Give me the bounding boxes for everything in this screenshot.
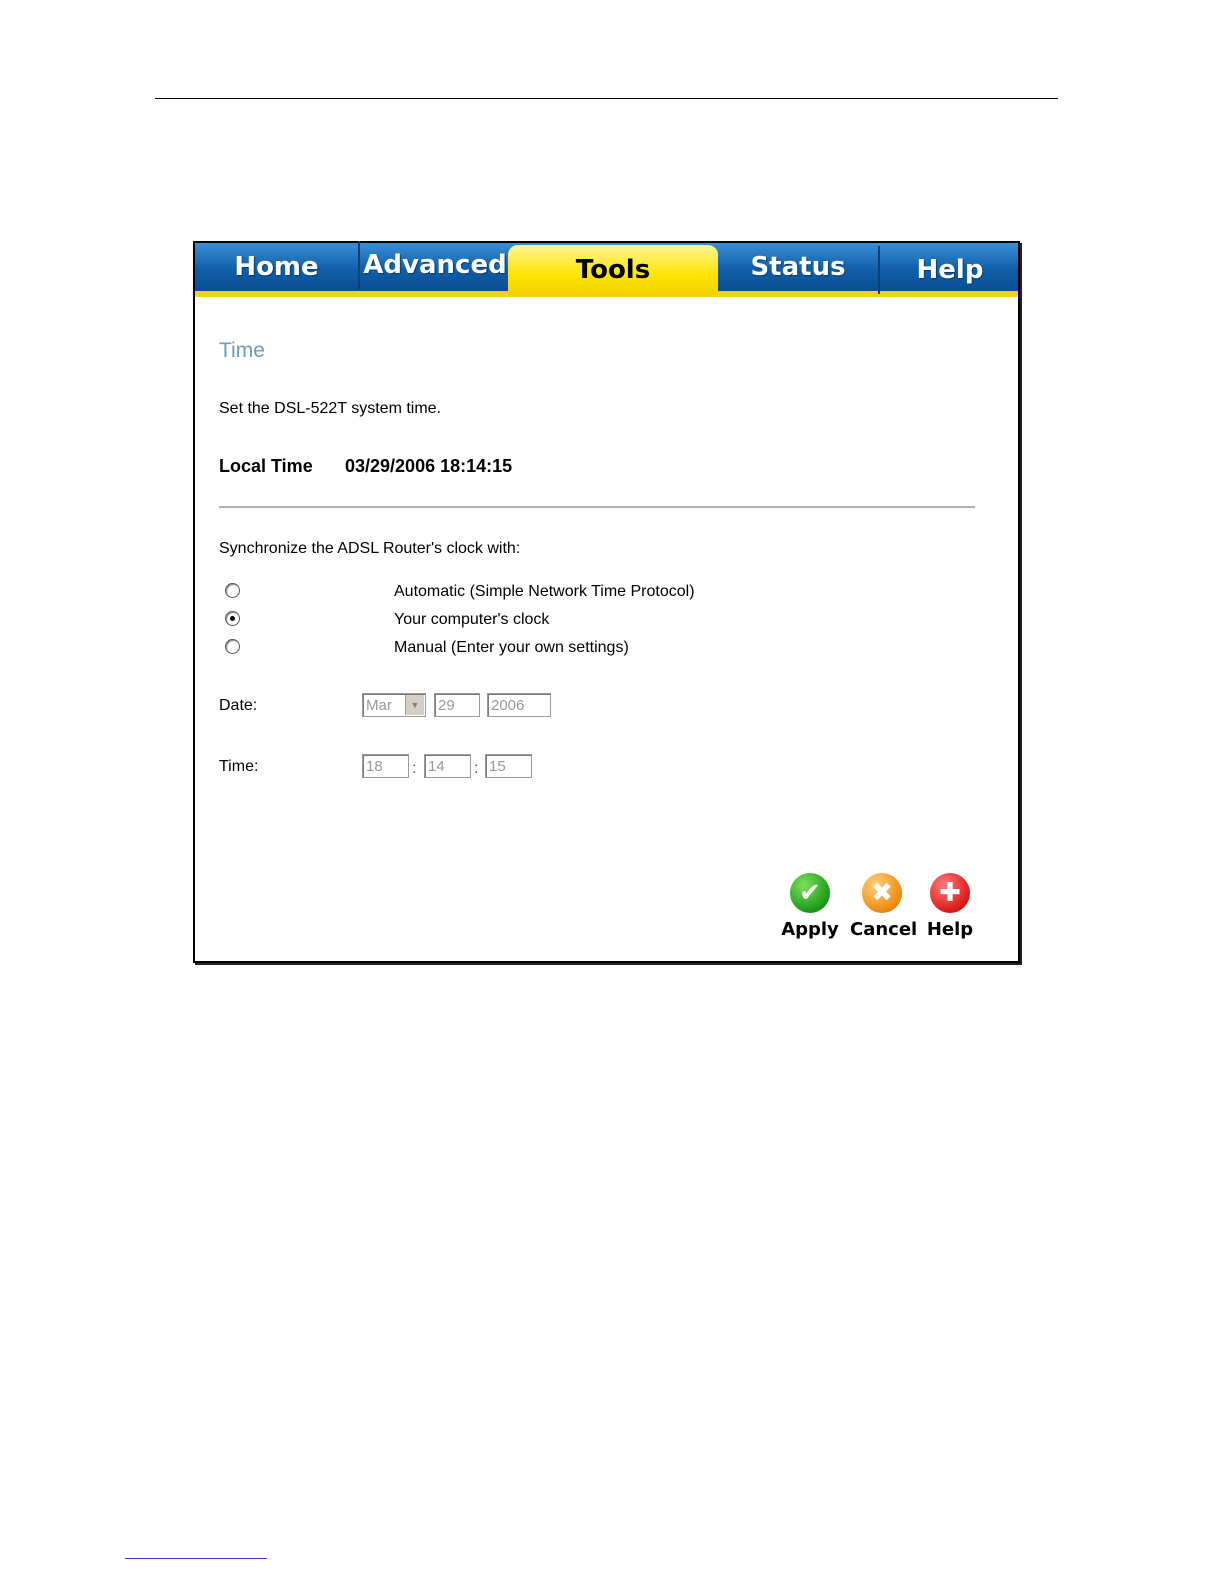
time-separator: :	[474, 760, 479, 777]
hour-input[interactable]: 18	[362, 754, 409, 778]
chevron-down-icon[interactable]: ▼	[405, 695, 424, 715]
help-label: Help	[926, 919, 974, 940]
page-description: Set the DSL-522T system time.	[219, 400, 442, 417]
page-header-rule	[155, 98, 1058, 99]
tab-tools[interactable]: Tools	[508, 245, 718, 295]
checkmark-icon: ✔	[790, 873, 830, 913]
page-footer-rule	[125, 1558, 267, 1559]
tab-advanced[interactable]: Advanced	[358, 241, 510, 289]
tab-help[interactable]: Help	[878, 246, 1020, 294]
tab-status[interactable]: Status	[750, 252, 846, 282]
minute-input[interactable]: 14	[424, 754, 471, 778]
radio-manual-label: Manual (Enter your own settings)	[394, 639, 629, 656]
help-button[interactable]	[925, 873, 975, 940]
radio-computer-clock[interactable]	[225, 611, 240, 626]
radio-automatic[interactable]	[225, 583, 240, 598]
sync-label: Synchronize the ADSL Router's clock with:	[219, 540, 521, 557]
date-label: Date:	[219, 697, 258, 714]
apply-label: Apply	[781, 919, 839, 940]
second-input[interactable]: 15	[485, 754, 532, 778]
time-label: Time:	[219, 758, 259, 775]
local-time-label: Local Time	[219, 456, 313, 476]
page-title: Time	[219, 339, 265, 362]
day-input[interactable]: 29	[434, 693, 480, 717]
radio-automatic-label: Automatic (Simple Network Time Protocol)	[394, 583, 695, 600]
time-separator: :	[412, 760, 417, 777]
router-config-window	[193, 241, 1020, 963]
cancel-label: Cancel	[850, 919, 918, 940]
year-input[interactable]: 2006	[487, 693, 551, 717]
radio-computer-clock-label: Your computer's clock	[394, 611, 550, 628]
month-select-value: Mar	[366, 697, 392, 714]
main-tab-bar	[195, 243, 1018, 297]
help-plus-icon: ✚	[930, 873, 970, 913]
section-divider	[219, 506, 975, 508]
local-time-value: 03/29/2006 18:14:15	[345, 456, 513, 476]
tab-home[interactable]: Home	[234, 252, 319, 282]
month-select[interactable]	[362, 693, 426, 717]
apply-button[interactable]	[780, 873, 840, 940]
radio-manual[interactable]	[225, 639, 240, 654]
cancel-x-icon: ✖	[862, 873, 902, 913]
cancel-button[interactable]	[850, 873, 918, 940]
